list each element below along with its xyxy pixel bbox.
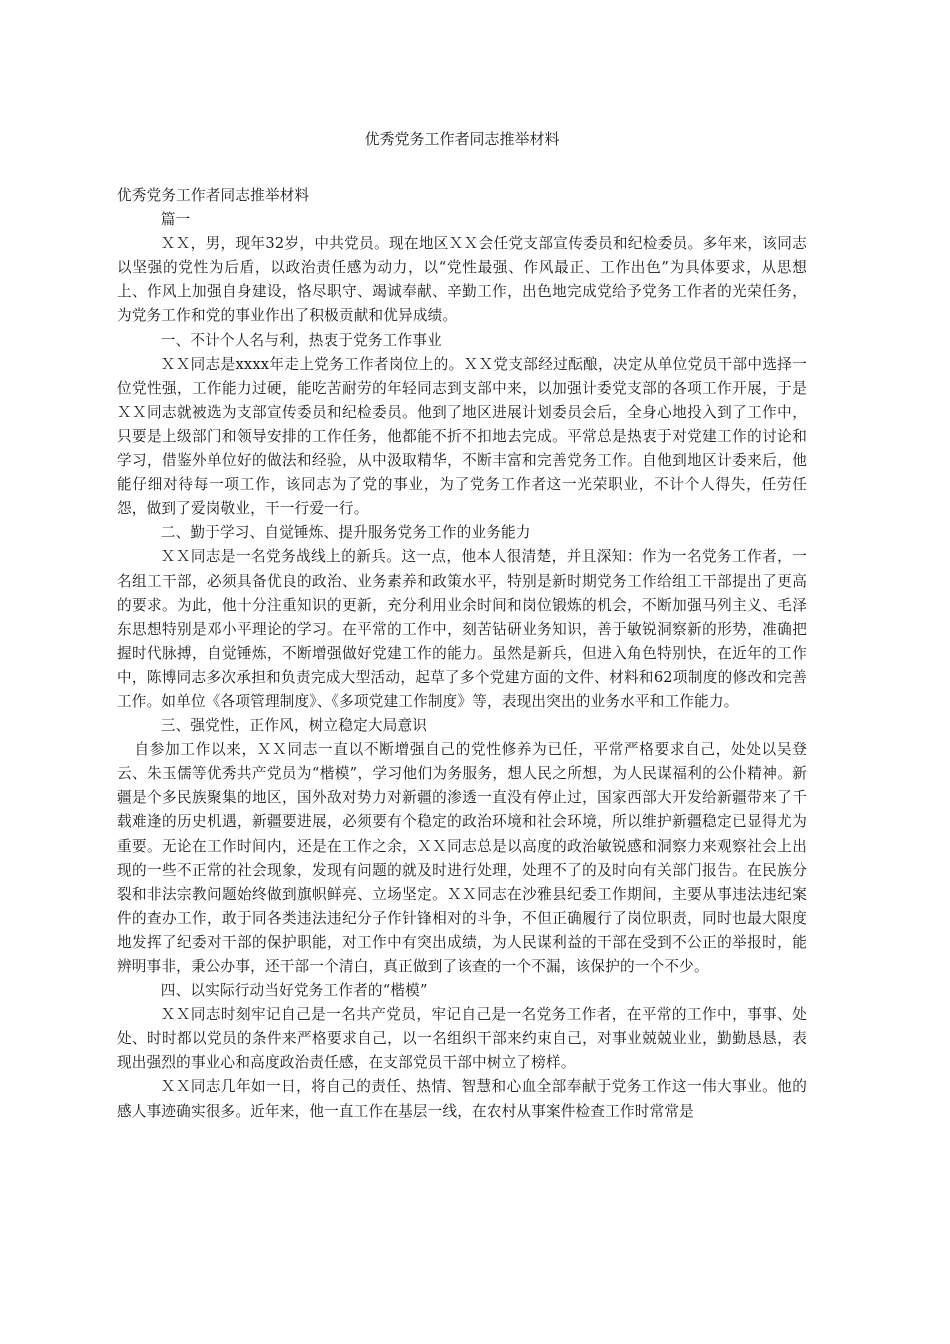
document-subtitle: 优秀党务工作者同志推举材料 [117,187,310,204]
heading-1: 一、不计个人名与利，热衷于党务工作事业 [160,331,442,349]
paragraph-5: ＸＸ同志几年如一日，将自己的责任、热情、智慧和心血全部奉献于党务工作这一伟大事业。他的感人事迹确实很多。近年来，他一直工作在基层一线，在农村从事案件检查工作时常常是 [117,1078,807,1120]
paragraph-1: ＸＸ同志是xxxx年走上党务工作者岗位上的。ＸＸ党支部经过酝酿，决定从单位党员干部中选择一位党性强，工作能力过硬，能吃苦耐劳的年轻同志到支部中来，以加强计委党支部的各项工作开展，于是ＸＸ同志就被选为支部宣传委员和纪检委员。他到了地区进展计划委员会后，全身心地投入到了工作中，只要是上级部门和领导安排的工作任务，他都能不折不扣地去完成。平常总是热衷于对党建工作的讨论和学习，借鉴外单位好的做法和经验，从中汲取精华，不断丰富和完善党务工作。自他到地区计委来后，他能仔细对待每一项工作，该同志为了党的事业，为了党务工作者这一光荣职业，不计个人得失，任劳任怨，做到了爱岗敬业，干一行爱一行。 [117,355,807,518]
document-body [117,184,807,1124]
document-title: 优秀党务工作者同志推举材料 [364,130,560,148]
heading-4: 四、以实际行动当好党务工作者的“楷模” [160,982,428,1000]
paragraph-3: 自参加工作以来，ＸＸ同志一直以不断增强自己的党性修养为已任，平常严格要求自己，处处以吴登云、朱玉儒等优秀共产党员为“楷模”，学习他们为务服务，想人民之所想，为人民谋福利的公仆精神。新疆是个多民族聚集的地区，国外敌对势力对新疆的渗透一直没有停止过，国家西部大开发给新疆带来了千载难逢的历史机遇，新疆要进展，必须要有个稳定的政治环境和社会环境，所以维护新疆稳定已显得尤为重要。无论在工作时间内，还是在工作之余，ＸＸ同志总是以高度的政治敏锐感和洞察力来观察社会上出现的一些不正常的社会现象，发现有问题的就及时进行处理，处理不了的及时向有关部门报告。在民族分裂和非法宗教问题始终做到旗帜鲜亮、立场坚定。ＸＸ同志在沙雅县纪委工作期间，主要从事违法违纪案件的查办工作，敢于同各类违法违纪分子作针锋相对的斗争，不但正确履行了岗位职责，同时也最大限度地发挥了纪委对干部的保护职能，对工作中有突出成绩，为人民谋利益的干部在受到不公正的举报时，能辨明事非，秉公办事，还干部一个清白，真正做到了该查的一个不漏，该保护的一个不少。 [117,741,807,975]
paragraph-intro: ＸＸ，男，现年32岁，中共党员。现在地区ＸＸ会任党支部宣传委员和纪检委员。多年来，该同志以坚强的党性为后盾，以政治责任感为动力，以“党性最强、作风最正、工作出色”为具体要求，从思想上、作风上加强自身建设，恪尽职守、竭诚奉献、辛勤工作，出色地完成党给予党务工作者的光荣任务，为党务工作和党的事业作出了积极贡献和优异成绩。 [117,235,807,325]
section-label: 篇一 [160,211,191,229]
paragraph-2: ＸＸ同志是一名党务战线上的新兵。这一点，他本人很清楚，并且深知：作为一名党务工作者，一名组工干部，必须具备优良的政治、业务素养和政策水平，特别是新时期党务工作给组工干部提出了更高的要求。为此，他十分注重知识的更新，充分利用业余时间和岗位锻炼的机会，不断加强马列主义、毛泽东思想特别是邓小平理论的学习。在平常的工作中，刻苦钻研业务知识，善于敏锐洞察新的形势，准确把握时代脉搏，自觉锤炼，不断增强做好党建工作的能力。虽然是新兵，但进入角色特别快，在近年的工作中，陈博同志多次承担和负责完成大型活动，起草了多个党建方面的文件、材料和62项制度的修改和完善工作。如单位《各项管理制度》、《多项党建工作制度》等，表现出突出的业务水平和工作能力。 [117,548,807,710]
paragraph-4: ＸＸ同志时刻牢记自己是一名共产党员，牢记自己是一名党务工作者，在平常的工作中，事事、处处、时时都以党员的条件来严格要求自己，以一名组织干部来约束自己，对事业兢兢业业，勤勤恳恳，表现出强烈的事业心和高度政治责任感，在支部党员干部中树立了榜样。 [117,1006,807,1072]
heading-2: 二、勤于学习、自觉锤炼、提升服务党务工作的业务能力 [160,524,531,542]
document-page [117,128,807,1124]
heading-3: 三、强党性，正作风，树立稳定大局意识 [160,717,428,735]
